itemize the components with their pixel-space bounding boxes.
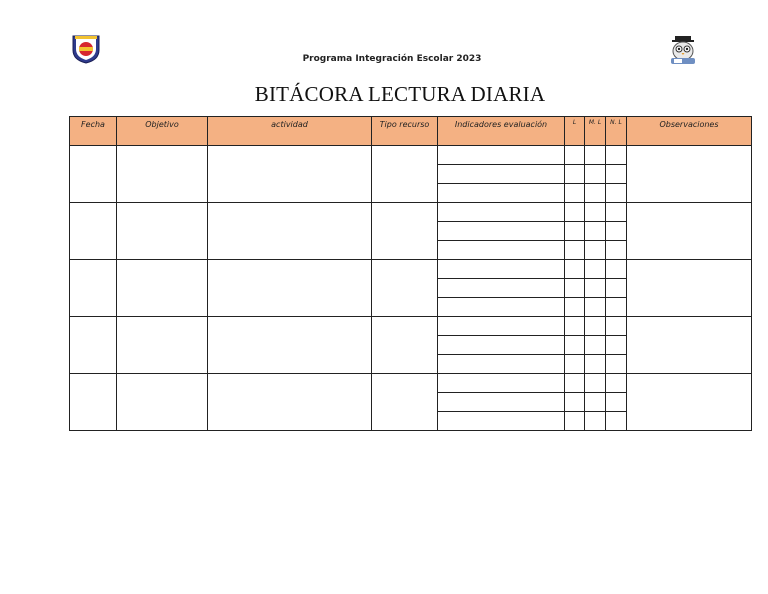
col-nl: N. L [606,117,627,146]
cell-objetivo[interactable] [117,317,208,374]
cell-actividad[interactable] [208,146,372,203]
cell-l[interactable] [565,374,585,393]
table-row [70,146,752,165]
cell-l[interactable] [565,298,585,317]
cell-tipo-recurso[interactable] [372,260,438,317]
cell-nl[interactable] [606,146,627,165]
table-row [70,374,752,393]
cell-ml[interactable] [585,146,606,165]
cell-nl[interactable] [606,165,627,184]
cell-l[interactable] [565,184,585,203]
owl-mascot-icon [666,36,700,66]
cell-nl[interactable] [606,184,627,203]
table-body [70,146,752,431]
cell-nl[interactable] [606,241,627,260]
cell-nl[interactable] [606,355,627,374]
page-title: BITÁCORA LECTURA DIARIA [254,82,546,106]
cell-indicador[interactable] [438,317,565,336]
program-name: Programa Integración Escolar 2023 [302,54,482,64]
cell-ml[interactable] [585,298,606,317]
reading-log-table [69,116,752,431]
cell-objetivo[interactable] [117,374,208,431]
cell-tipo-recurso[interactable] [372,146,438,203]
col-actividad: actividad [208,117,372,146]
cell-ml[interactable] [585,393,606,412]
col-observaciones: Observaciones [627,117,752,146]
cell-fecha[interactable] [70,203,117,260]
col-ml: M. L [585,117,606,146]
cell-ml[interactable] [585,241,606,260]
cell-fecha[interactable] [70,260,117,317]
cell-objetivo[interactable] [117,146,208,203]
cell-l[interactable] [565,260,585,279]
cell-ml[interactable] [585,222,606,241]
cell-indicador[interactable] [438,146,565,165]
cell-indicador[interactable] [438,355,565,374]
cell-indicador[interactable] [438,374,565,393]
cell-l[interactable] [565,279,585,298]
cell-observaciones[interactable] [627,374,752,431]
cell-ml[interactable] [585,184,606,203]
cell-observaciones[interactable] [627,146,752,203]
cell-nl[interactable] [606,222,627,241]
cell-fecha[interactable] [70,317,117,374]
cell-nl[interactable] [606,336,627,355]
col-l: L [565,117,585,146]
cell-observaciones[interactable] [627,317,752,374]
cell-l[interactable] [565,203,585,222]
cell-l[interactable] [565,222,585,241]
col-objetivo: Objetivo [117,117,208,146]
cell-indicador[interactable] [438,241,565,260]
cell-indicador[interactable] [438,203,565,222]
cell-ml[interactable] [585,355,606,374]
cell-indicador[interactable] [438,336,565,355]
cell-ml[interactable] [585,203,606,222]
cell-indicador[interactable] [438,184,565,203]
cell-actividad[interactable] [208,260,372,317]
cell-indicador[interactable] [438,412,565,431]
cell-nl[interactable] [606,412,627,431]
cell-observaciones[interactable] [627,203,752,260]
cell-objetivo[interactable] [117,260,208,317]
col-tipo-recurso: Tipo recurso [372,117,438,146]
cell-tipo-recurso[interactable] [372,374,438,431]
cell-actividad[interactable] [208,317,372,374]
cell-actividad[interactable] [208,203,372,260]
cell-tipo-recurso[interactable] [372,203,438,260]
cell-indicador[interactable] [438,298,565,317]
cell-nl[interactable] [606,393,627,412]
cell-l[interactable] [565,412,585,431]
cell-indicador[interactable] [438,260,565,279]
cell-indicador[interactable] [438,222,565,241]
table-row [70,260,752,279]
cell-objetivo[interactable] [117,203,208,260]
table-header-row [70,117,752,146]
cell-ml[interactable] [585,260,606,279]
cell-nl[interactable] [606,317,627,336]
table-row [70,317,752,336]
cell-ml[interactable] [585,165,606,184]
table-row [70,203,752,222]
cell-l[interactable] [565,317,585,336]
cell-nl[interactable] [606,203,627,222]
cell-fecha[interactable] [70,374,117,431]
cell-l[interactable] [565,146,585,165]
cell-l[interactable] [565,355,585,374]
cell-l[interactable] [565,393,585,412]
cell-l[interactable] [565,336,585,355]
cell-fecha[interactable] [70,146,117,203]
cell-tipo-recurso[interactable] [372,317,438,374]
cell-actividad[interactable] [208,374,372,431]
cell-nl[interactable] [606,260,627,279]
cell-observaciones[interactable] [627,260,752,317]
cell-ml[interactable] [585,374,606,393]
cell-ml[interactable] [585,336,606,355]
cell-indicador[interactable] [438,165,565,184]
cell-l[interactable] [565,241,585,260]
cell-nl[interactable] [606,298,627,317]
cell-ml[interactable] [585,412,606,431]
cell-ml[interactable] [585,317,606,336]
cell-nl[interactable] [606,374,627,393]
cell-nl[interactable] [606,279,627,298]
cell-l[interactable] [565,165,585,184]
col-indicadores: Indicadores evaluación [438,117,565,146]
cell-indicador[interactable] [438,393,565,412]
col-fecha: Fecha [70,117,117,146]
cell-ml[interactable] [585,279,606,298]
cell-indicador[interactable] [438,279,565,298]
